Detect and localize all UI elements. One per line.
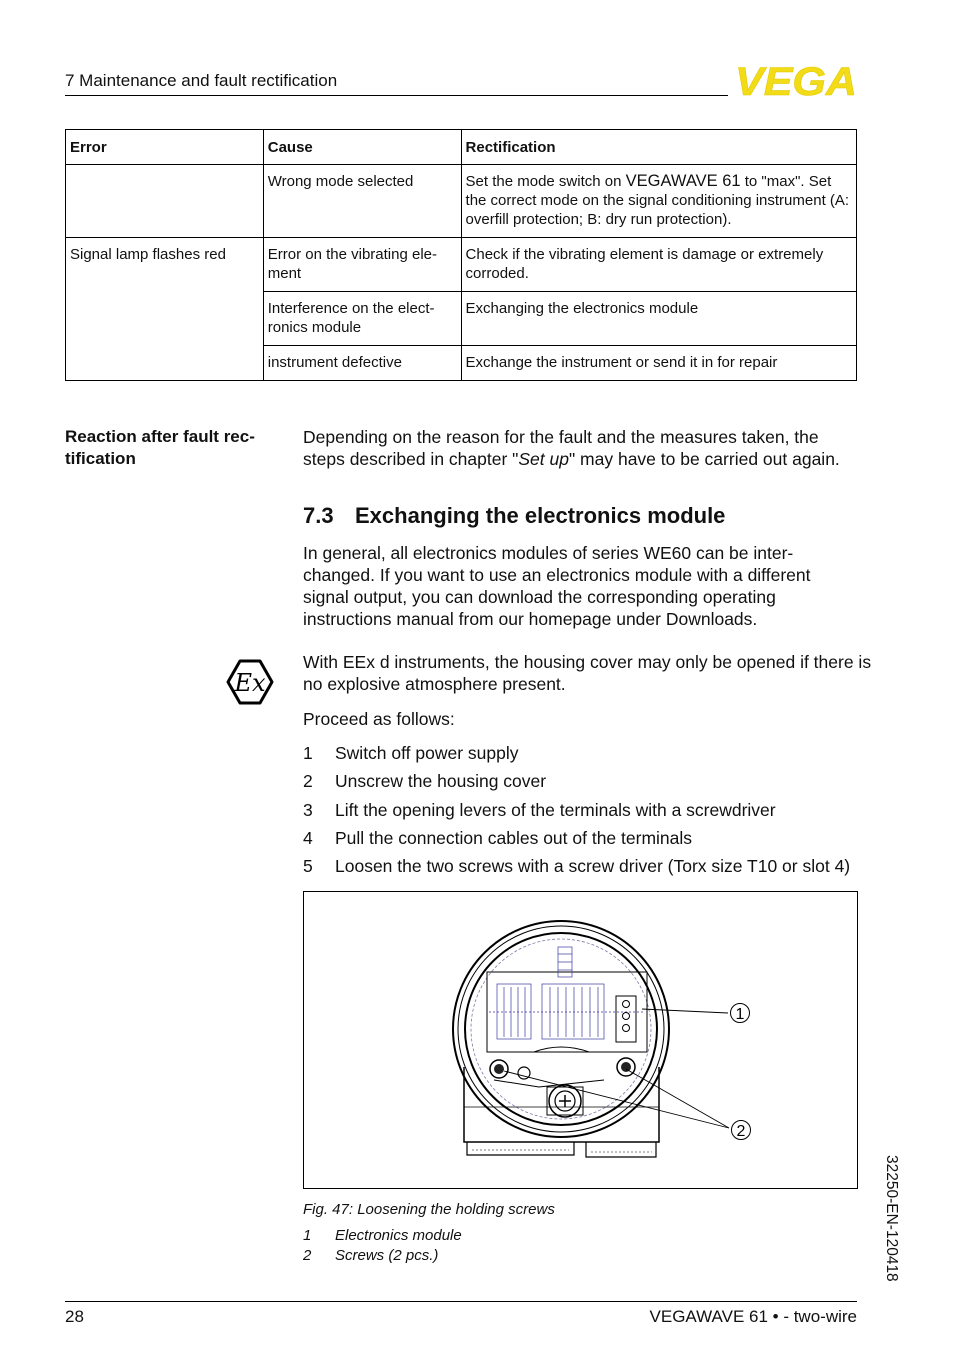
- holding-screw-left: [490, 1060, 508, 1078]
- section-number: 7.3: [303, 503, 334, 528]
- table-row: [66, 165, 857, 238]
- holding-screw-right: [617, 1058, 635, 1076]
- reaction-side-label: Reaction after fault rec-tification: [65, 427, 255, 468]
- step-text: Lift the opening levers of the terminals with a screwdriver: [335, 799, 776, 820]
- cell-error: [66, 165, 264, 238]
- cell-cause: Wrong mode selected: [263, 165, 461, 238]
- figure-47: [303, 891, 858, 1189]
- cell-rectification: Exchange the instrument or send it in for repair: [461, 346, 856, 381]
- callout-2: [732, 1121, 751, 1141]
- legend-number: 1: [303, 1227, 312, 1244]
- footer-product-name: VEGAWAVE 61 • - two-wire: [649, 1307, 857, 1326]
- col-header-rectification: Rectification: [461, 130, 856, 165]
- svg-text:1: 1: [735, 1006, 745, 1023]
- cell-rectification: [461, 165, 856, 238]
- page-number: 28: [65, 1307, 84, 1326]
- list-item: [303, 827, 850, 855]
- figure-legend: [303, 1227, 462, 1266]
- callout-1: [731, 1004, 750, 1024]
- housing-drawing: [304, 892, 857, 1188]
- legend-number: 2: [303, 1246, 312, 1264]
- reaction-text-pre: Depending on the reason for the fault and the measures taken, the steps described in chapter ": [303, 427, 819, 469]
- rect-text-post: to "max". Set the correct mode on the signal conditioning instrument (A: overfill protection; B: dry run protection).: [465, 173, 850, 228]
- reaction-paragraph: [303, 426, 863, 470]
- ex-icon-text: Ex: [234, 669, 266, 697]
- list-item: [303, 770, 850, 798]
- electronics-module: [487, 947, 647, 1052]
- rect-text-pre: Set the mode switch on: [465, 173, 626, 190]
- list-item: [303, 799, 850, 827]
- cell-cause: instrument defective: [263, 346, 461, 381]
- vega-logo: [734, 62, 858, 100]
- cell-rectification: Exchanging the electronics module: [461, 292, 856, 346]
- step-number: 3: [303, 799, 313, 820]
- cell-rectification: Check if the vibrating element is damage or extremely corroded.: [461, 238, 856, 292]
- section-heading: [303, 503, 725, 529]
- legend-text: Electronics module: [335, 1227, 462, 1244]
- step-text: Unscrew the housing cover: [335, 771, 547, 792]
- vega-logo-text: VEGA: [735, 62, 857, 100]
- steps-list: [303, 742, 850, 883]
- document-code-vertical: [876, 1155, 900, 1305]
- set-up-chapter-ref: Set up: [518, 449, 569, 469]
- ex-warning-text: With EEx d instruments, the housing cover may only be opened if there is no explosive atmosphere present.: [303, 652, 872, 694]
- footer-rule: [65, 1301, 857, 1302]
- col-header-error: Error: [66, 130, 264, 165]
- cell-cause: Error on the vibrating ele-ment: [263, 238, 461, 292]
- figure-caption: Fig. 47: Loosening the holding screws: [303, 1201, 555, 1218]
- step-text: Pull the connection cables out of the terminals: [335, 827, 693, 848]
- reaction-text-post: " may have to be carried out again.: [568, 449, 840, 469]
- list-item: [303, 855, 850, 883]
- ex-hazard-icon: [226, 659, 274, 705]
- section-title: Exchanging the electronics module: [355, 503, 726, 528]
- section-intro: In general, all electronics modules of series WE60 can be inter-changed. If you want to use an electronics module with a different signal output, you can download the corresponding operating instructions manual from our homepage under Downloads.: [303, 543, 811, 629]
- step-text: Switch off power supply: [335, 743, 519, 763]
- cell-cause: Interference on the elect-ronics module: [263, 292, 461, 346]
- legend-text: Screws (2 pcs.): [335, 1246, 439, 1264]
- step-number: 4: [303, 827, 313, 848]
- step-number: 5: [303, 856, 313, 877]
- list-item: [303, 1247, 462, 1267]
- header-rule: [65, 95, 728, 96]
- step-text: Loosen the two screws with a screw driver (Torx size T10 or slot 4): [335, 856, 851, 877]
- col-header-cause: Cause: [263, 130, 461, 165]
- document-code: 32250-EN-120418: [883, 1155, 900, 1282]
- cell-error: Signal lamp flashes red: [66, 238, 264, 381]
- table-row: [66, 238, 857, 292]
- table-header-row: [66, 130, 857, 165]
- list-item: [303, 742, 850, 770]
- proceed-text: Proceed as follows:: [303, 709, 455, 729]
- header-chapter-title: 7 Maintenance and fault rectification: [65, 71, 338, 90]
- step-number: 2: [303, 771, 313, 792]
- list-item: [303, 1227, 462, 1247]
- step-number: 1: [303, 743, 313, 763]
- rect-product-name: VEGAWAVE 61: [625, 172, 741, 190]
- svg-text:2: 2: [736, 1123, 746, 1140]
- fault-table: [65, 129, 857, 381]
